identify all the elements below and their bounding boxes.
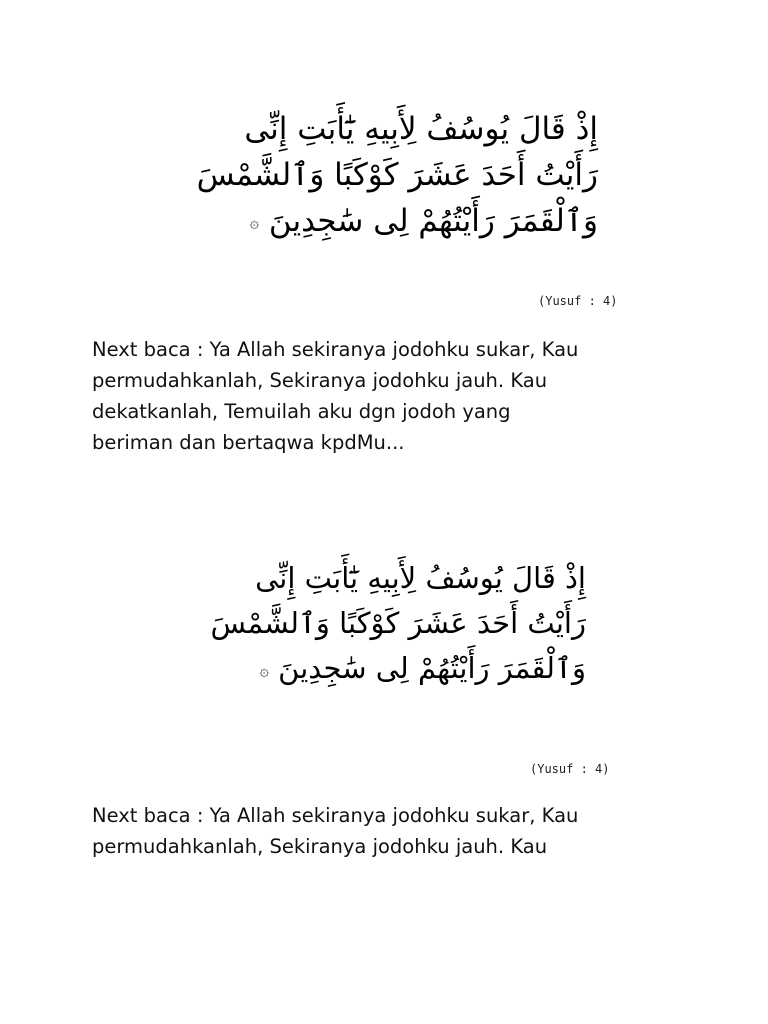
verse-line: رَأَيْتُ أَحَدَ عَشَرَ كَوْكَبًا وَٱلشَّمْسَ [196, 157, 598, 193]
prayer-line: permudahkanlah, Sekiranya jodohku jauh. Kau [92, 835, 548, 858]
prayer-line: beriman dan bertaqwa kpdMu... [92, 431, 405, 454]
prayer-paragraph [92, 334, 692, 458]
prayer-line: dekatkanlah, Temuilah aku dgn jodoh yang [92, 400, 511, 423]
verse-line-text: وَٱلْقَمَرَ رَأَيْتُهُمْ لِى سَٰجِدِينَ [278, 651, 586, 685]
verse-line [156, 646, 586, 693]
verse-source-label: (Yusuf : 4) [530, 762, 610, 776]
verse-line [138, 198, 598, 246]
verse-end-mark-icon: ۞ [249, 212, 260, 232]
prayer-paragraph [92, 800, 692, 862]
verse-line: إِذْ قَالَ يُوسُفُ لِأَبِيهِ يَٰٓأَبَتِ إِنِّى [255, 561, 586, 595]
prayer-line: Next baca : Ya Allah sekiranya jodohku sukar, Kau [92, 804, 579, 827]
arabic-verse-block [138, 106, 598, 246]
verse-line: إِذْ قَالَ يُوسُفُ لِأَبِيهِ يَٰٓأَبَتِ إِنِّى [244, 111, 598, 147]
arabic-verse-block [156, 556, 586, 693]
verse-line-text: وَٱلْقَمَرَ رَأَيْتُهُمْ لِى سَٰجِدِينَ [268, 203, 598, 239]
verse-source-label: (Yusuf : 4) [538, 294, 618, 308]
verse-line: رَأَيْتُ أَحَدَ عَشَرَ كَوْكَبًا وَٱلشَّمْسَ [210, 606, 586, 640]
prayer-line: Next baca : Ya Allah sekiranya jodohku sukar, Kau [92, 338, 579, 361]
verse-end-mark-icon: ۞ [259, 660, 269, 680]
prayer-line: permudahkanlah, Sekiranya jodohku jauh. Kau [92, 369, 548, 392]
